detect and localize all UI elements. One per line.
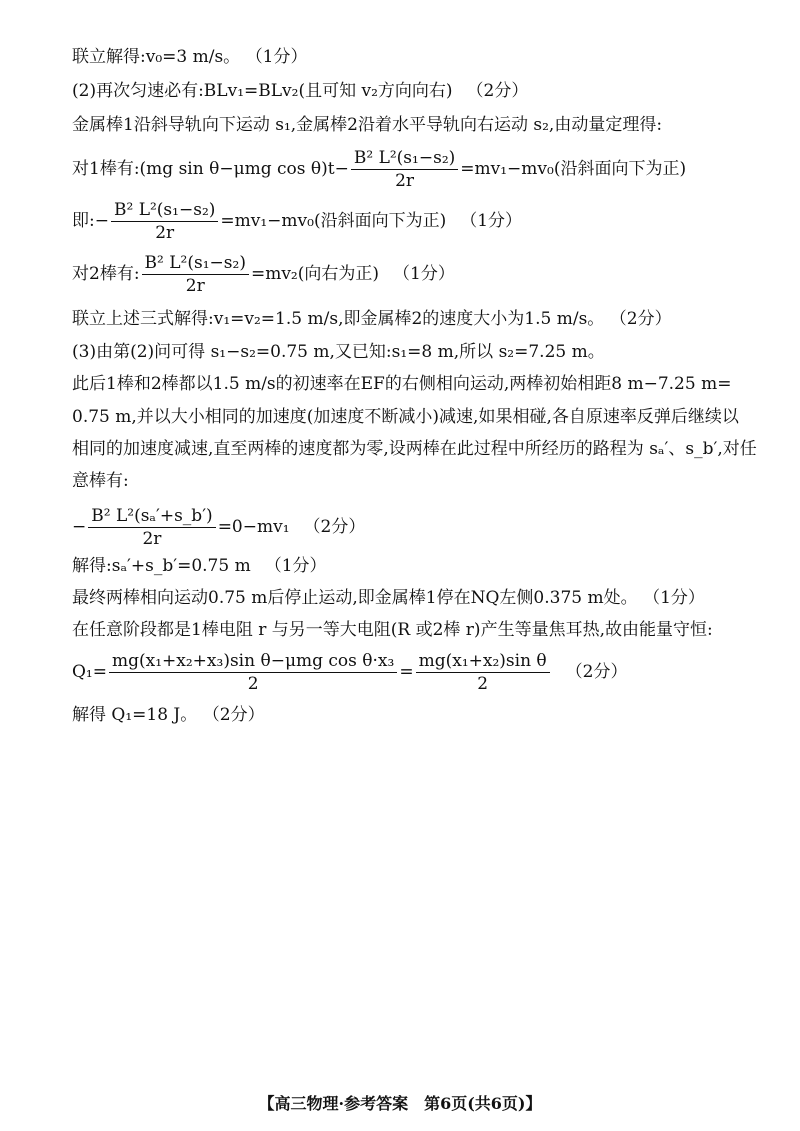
fraction: $\frac{\text{mg(x₁+x₂)sin θ}}{2}$ — [416, 651, 550, 694]
equation-energy: Q₁= $\frac{\text{mg(x₁+x₂+x₃)sin θ−μmg cos θ·x₃}}{2}$ = $\frac{\text{mg(x₁+x₂)sin θ}}{2}$ （2分） — [72, 651, 628, 694]
line-9: 此后1棒和2棒都以1.5 m/s的初速率在EF的右侧相向运动,两棒初始相距8 m−7.25 m= — [72, 374, 732, 394]
equation-rod1: 对1棒有:(mg sin θ−μmg cos θ)t− $\frac{\text{B² L²(s₁−s₂)}}{2r}$ =mv₁−mv₀(沿斜面向下为正) — [72, 148, 687, 191]
line-2: (2)再次匀速必有:BLv₁=BLv₂(且可知 v₂方向向右) （2分） — [72, 81, 529, 101]
line-8: (3)由第(2)问可得 s₁−s₂=0.75 m,又已知:s₁=8 m,所以 s₂=7.25 m。 — [72, 342, 605, 362]
equation-any-rod: − $\frac{\text{B² L²(sₐ′+s\_b′)}}{2r}$ =0−mv₁ （2分） — [72, 506, 366, 549]
fraction: $\frac{\text{B² L²(s₁−s₂)}}{2r}$ — [351, 148, 458, 191]
line-15: 最终两棒相向运动0.75 m后停止运动,即金属棒1停在NQ左侧0.375 m处。 （1分） — [72, 588, 705, 608]
line-11: 相同的加速度减速,直至两棒的速度都为零,设两棒在此过程中所经历的路程为 sₐ′、s_b′,对任 — [72, 439, 757, 459]
score: （2分） — [466, 81, 529, 101]
score: （1分） — [460, 211, 523, 231]
line-12: 意棒有: — [72, 471, 129, 491]
line-18: 解得 Q₁=18 J。 （2分） — [72, 705, 265, 725]
score: （1分） — [264, 556, 327, 576]
fraction: $\frac{\text{B² L²(s₁−s₂)}}{2r}$ — [111, 200, 218, 243]
line-7: 联立上述三式解得:v₁=v₂=1.5 m/s,即金属棒2的速度大小为1.5 m/s。 （2分） — [72, 309, 672, 329]
score: （2分） — [303, 517, 366, 537]
line-10: 0.75 m,并以大小相同的加速度(加速度不断减小)减速,如果相碰,各自原速率反弹后继续以 — [72, 407, 739, 427]
page-footer: 【高三物理·参考答案 第6页(共6页)】 — [258, 1094, 542, 1113]
line-1: 联立解得:v₀=3 m/s。 （1分） — [72, 47, 308, 67]
score: （1分） — [651, 588, 705, 608]
equation-rod2: 对2棒有: $\frac{\text{B² L²(s₁−s₂)}}{2r}$ =mv₂(向右为正) （1分） — [72, 253, 455, 296]
score: （2分） — [211, 705, 265, 725]
equation-rod1-simplified: 即:− $\frac{\text{B² L²(s₁−s₂)}}{2r}$ =mv₁−mv₀(沿斜面向下为正) （1分） — [72, 200, 523, 243]
score: （1分） — [393, 264, 455, 284]
score: （2分） — [618, 309, 672, 329]
fraction: $\frac{\text{B² L²(sₐ′+s\_b′)}}{2r}$ — [88, 506, 215, 549]
line-16: 在任意阶段都是1棒电阻 r 与另一等大电阻(R 或2棒 r)产生等量焦耳热,故由能量守恒: — [72, 620, 713, 640]
score: （1分） — [254, 47, 308, 67]
fraction: $\frac{\text{B² L²(s₁−s₂)}}{2r}$ — [142, 253, 249, 296]
line-3: 金属棒1沿斜导轨向下运动 s₁,金属棒2沿着水平导轨向右运动 s₂,由动量定理得: — [72, 115, 663, 135]
line-14: 解得:sₐ′+s_b′=0.75 m （1分） — [72, 556, 327, 576]
score: （2分） — [565, 662, 628, 682]
fraction: $\frac{\text{mg(x₁+x₂+x₃)sin θ−μmg cos θ·x₃}}{2}$ — [109, 651, 397, 694]
